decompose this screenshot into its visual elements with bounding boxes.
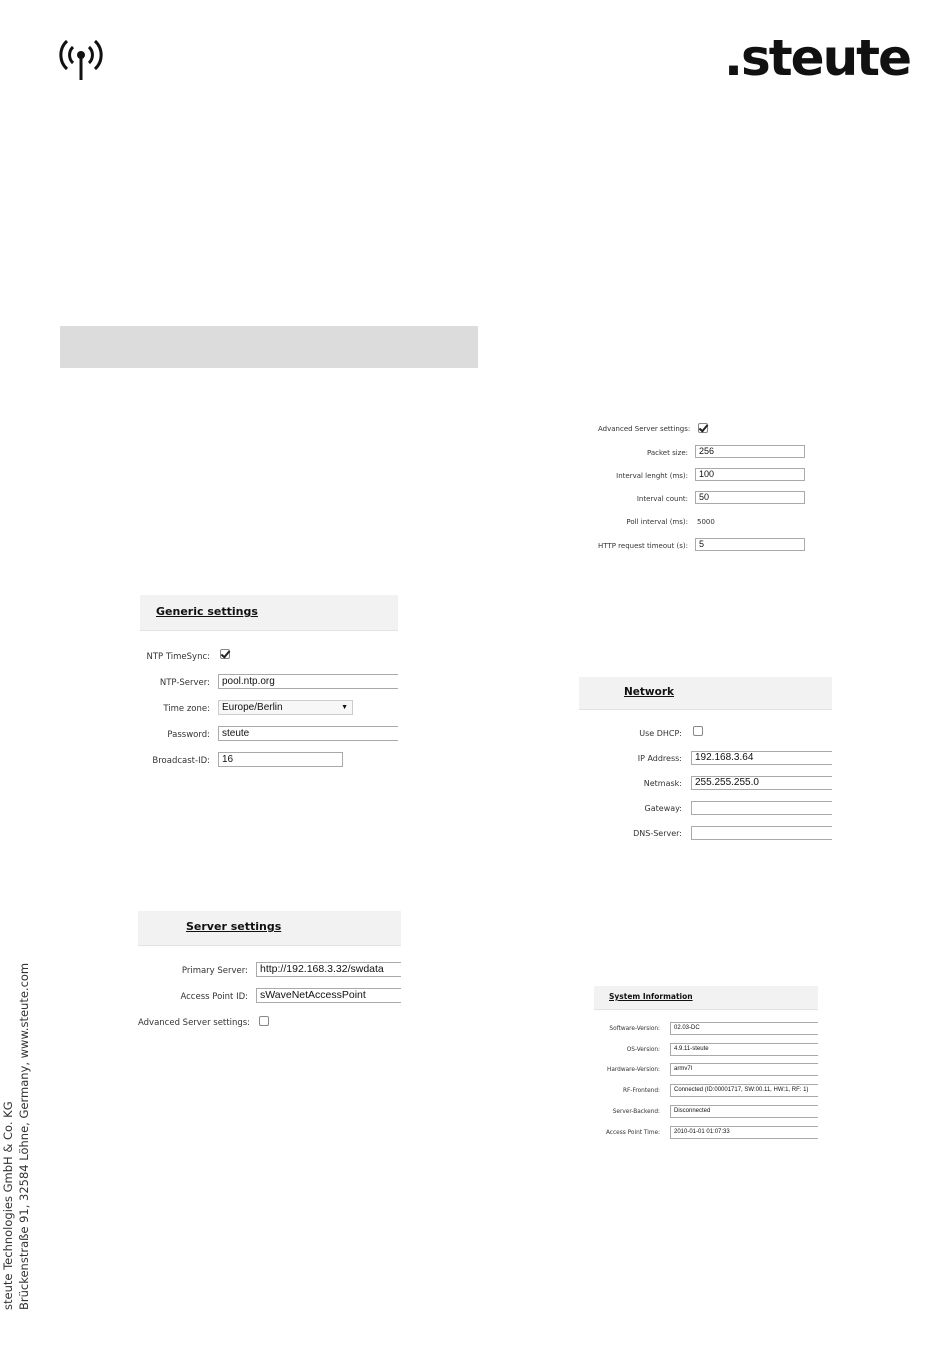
generic-settings-title: Generic settings [156,605,258,618]
server-backend-value: Disconnected [670,1105,818,1118]
os-version-label: OS-Version: [626,1047,660,1053]
advanced-toggle-label: Advanced Server settings: [598,425,691,433]
use-dhcp-checkbox[interactable] [693,726,703,736]
poll-interval-value: 5000 [697,518,715,526]
interval-length-input[interactable]: 100 [695,468,805,481]
timezone-select[interactable] [218,700,353,715]
rf-frontend-value: Connected (ID:00001717, SW:00.11, HW:1, RF: 1) [670,1084,818,1097]
rf-frontend-label: RF-Frontend: [623,1088,660,1094]
broadcast-id-label: Broadcast-ID: [152,756,210,766]
poll-interval-label: Poll interval (ms): [626,518,688,526]
packet-size-input[interactable]: 256 [695,445,805,458]
use-dhcp-label: Use DHCP: [639,729,682,738]
ntp-server-input[interactable]: pool.ntp.org [218,674,398,689]
hardware-version-label: Hardware-Version: [606,1067,660,1073]
company-address: Brückenstraße 91, 32584 Löhne, Germany, www.steute.com [17,962,31,1310]
dns-server-label: DNS-Server: [633,829,682,838]
http-timeout-label: HTTP request timeout (s): [598,542,688,550]
network-title: Network [624,686,675,698]
network-panel [579,677,832,847]
system-information-panel [594,986,818,1146]
dns-server-input[interactable] [691,826,832,840]
netmask-label: Netmask: [643,779,682,788]
software-version-label: Software-Version: [609,1026,660,1032]
advanced-server-panel [598,418,810,558]
advanced-server-checkbox[interactable] [259,1016,269,1026]
company-name: steute Technologies GmbH & Co. KG [1,1101,15,1310]
server-backend-label: Server-Backend: [612,1109,660,1115]
ntp-timesync-label: NTP TimeSync: [146,652,210,662]
access-point-time-label: Access Point Time: [605,1130,660,1136]
packet-size-label: Packet size: [646,449,688,457]
hardware-version-value: armv7l [670,1063,818,1076]
generic-settings-header [140,595,398,631]
system-information-header [594,986,818,1010]
software-version-value: 02.03-DC [670,1022,818,1035]
network-header [579,677,832,710]
netmask-input[interactable]: 255.255.255.0 [691,776,832,790]
advanced-server-label: Advanced Server settings: [138,1018,251,1028]
access-point-id-input[interactable]: sWaveNetAccessPoint [256,988,401,1003]
interval-length-label: Interval lenght (ms): [616,472,688,480]
ip-address-input[interactable]: 192.168.3.64 [691,751,832,765]
advanced-toggle-checkbox[interactable] [698,423,708,433]
access-point-time-value: 2010-01-01 01:07:33 [670,1126,818,1139]
os-version-value: 4.9.11-steute [670,1043,818,1056]
primary-server-input[interactable]: http://192.168.3.32/swdata [256,962,401,977]
ip-address-label: IP Address: [637,754,682,763]
password-input[interactable]: steute [218,726,398,741]
primary-server-label: Primary Server: [181,966,248,976]
timezone-selected: Europe/Berlin [222,702,283,713]
timezone-label: Time zone: [163,704,210,714]
interval-count-input[interactable]: 50 [695,491,805,504]
access-point-id-label: Access Point ID: [180,992,248,1002]
gateway-input[interactable] [691,801,832,815]
server-settings-panel [138,911,401,1036]
http-timeout-input[interactable]: 5 [695,538,805,551]
brand-logo: .steute [724,29,910,87]
server-settings-header [138,911,401,946]
server-settings-title: Server settings [186,920,282,933]
ntp-timesync-checkbox[interactable] [220,649,230,659]
gateway-label: Gateway: [644,804,682,813]
radio-signal-icon [58,36,104,82]
grey-bar [60,326,478,368]
company-footer [0,962,40,1310]
system-information-title: System Information [609,992,693,1001]
interval-count-label: Interval count: [636,495,688,503]
chevron-down-icon: ▼ [341,704,348,711]
broadcast-id-input[interactable]: 16 [218,752,343,767]
ntp-server-label: NTP-Server: [159,678,210,688]
password-label: Password: [167,730,210,740]
generic-settings-panel [140,595,398,775]
